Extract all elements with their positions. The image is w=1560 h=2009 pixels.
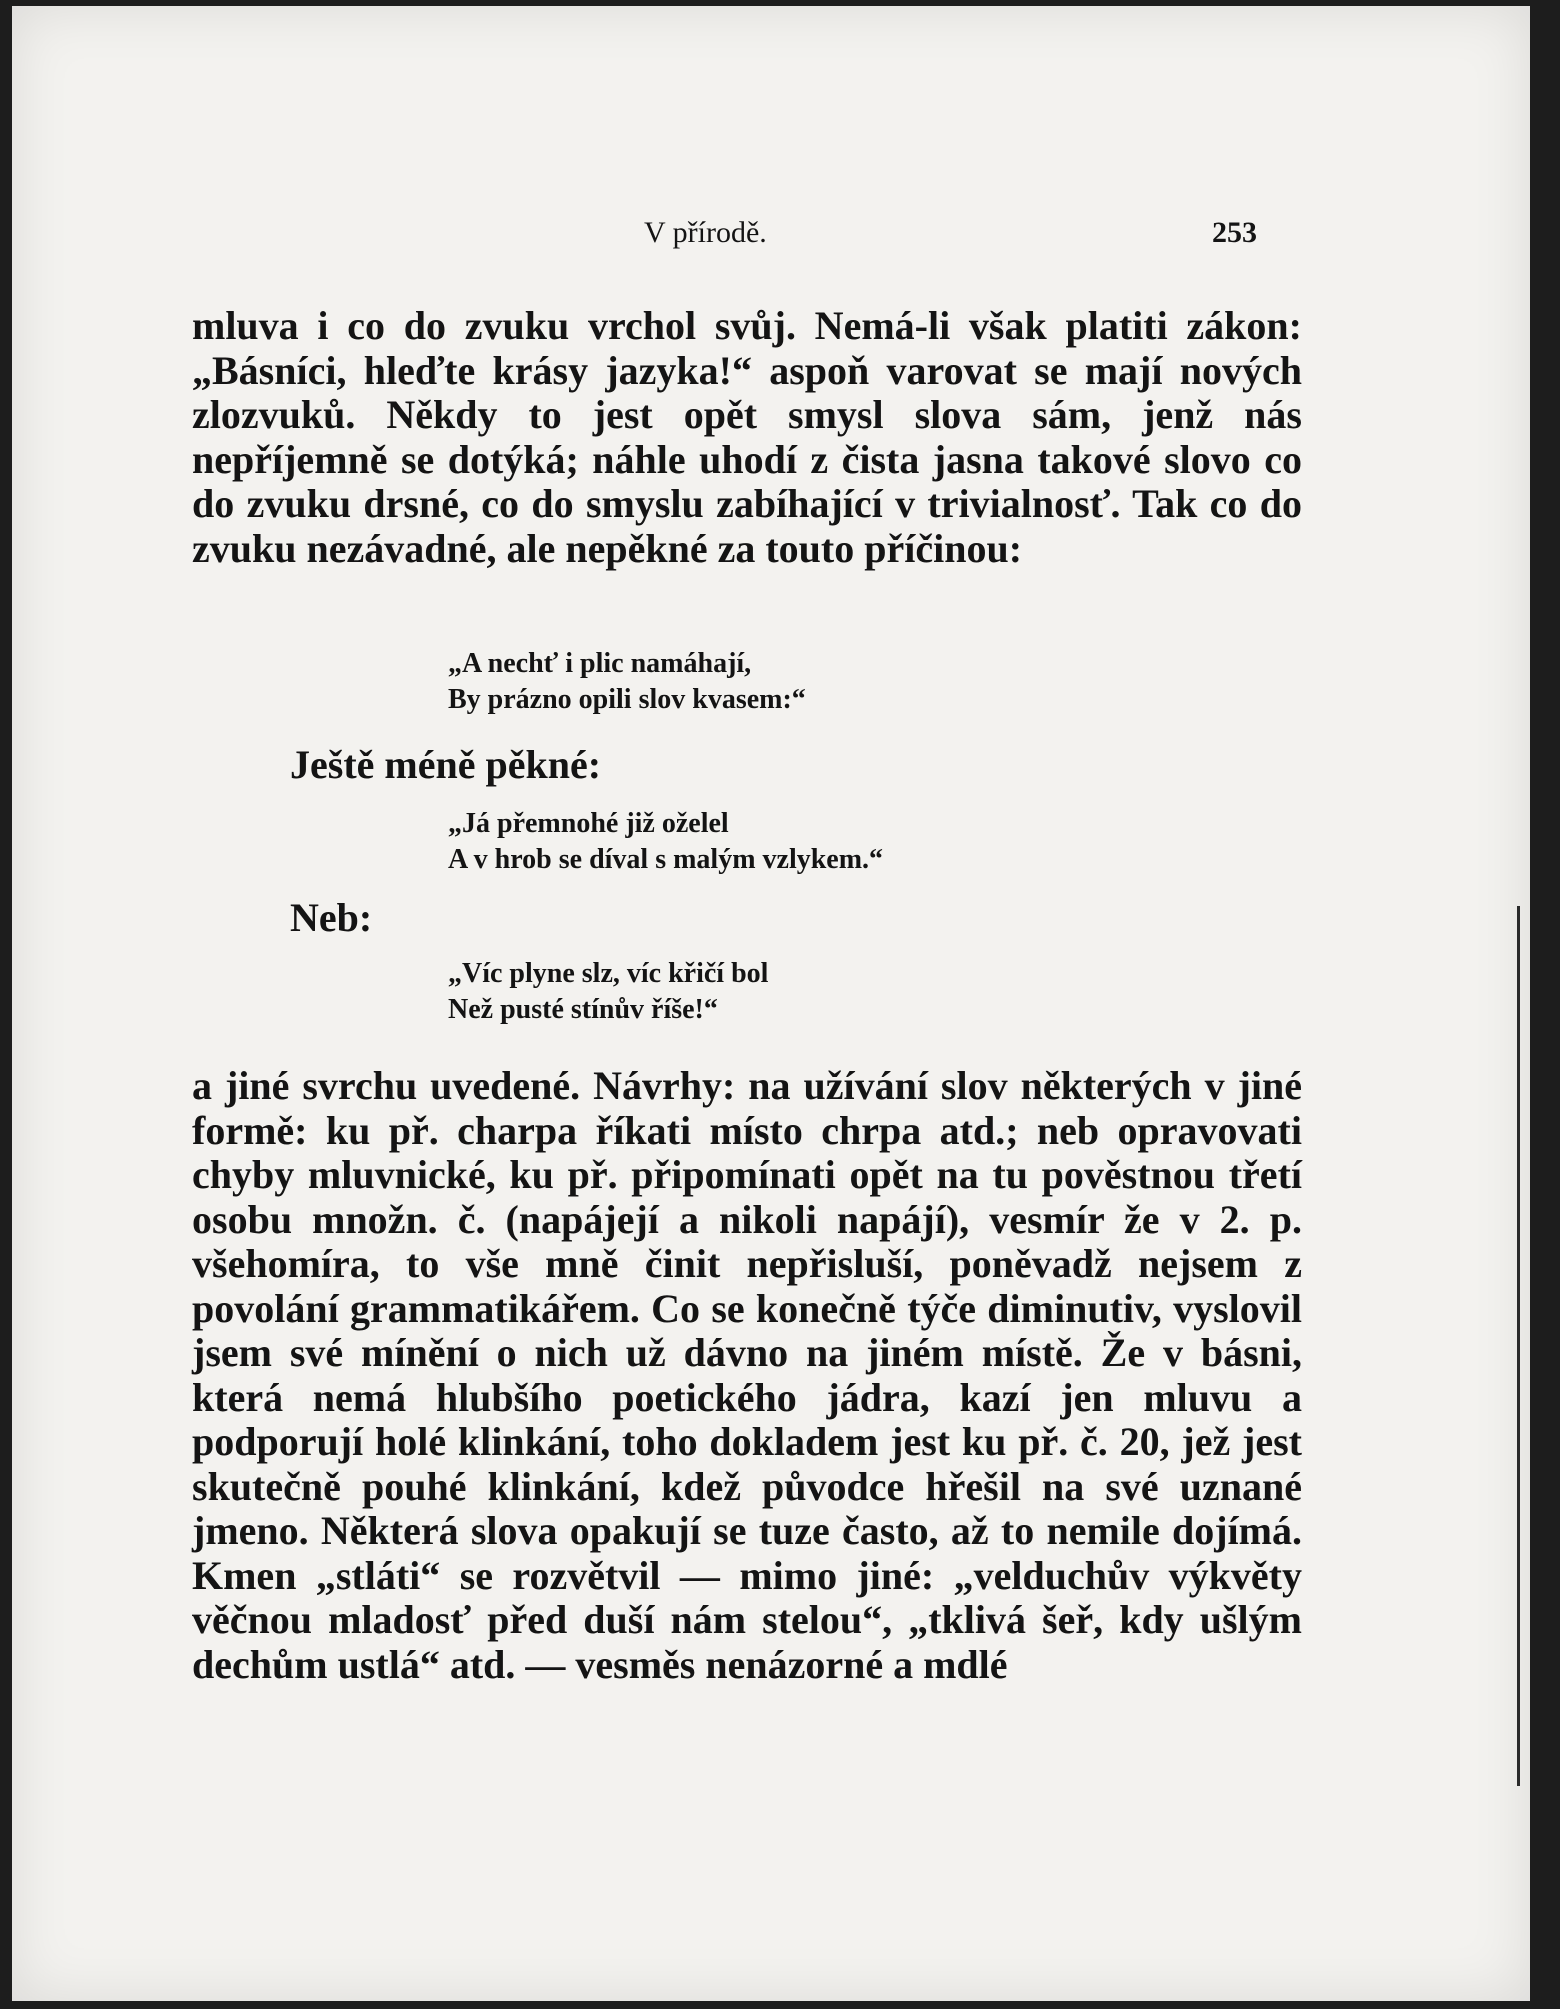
verse-line: By prázno opili slov kvasem:“	[448, 684, 806, 715]
label-jeste-mene-pekne: Ještě méně pěkné:	[290, 742, 602, 787]
running-header	[12, 216, 1530, 260]
book-page	[12, 6, 1530, 2001]
paragraph-1	[192, 304, 1302, 571]
page-number: 253	[1212, 216, 1257, 249]
verse-quote-2	[448, 806, 883, 878]
verse-line: A v hrob se díval s malým vzlykem.“	[448, 844, 884, 875]
header-title: V přírodě.	[644, 216, 767, 249]
verse-quote-1	[448, 646, 806, 718]
verse-quote-3	[448, 956, 768, 1028]
verse-line: „Víc plyne slz, víc křičí bol	[448, 958, 769, 989]
paragraph-2	[192, 1064, 1302, 1687]
label-neb: Neb:	[290, 895, 373, 940]
verse-line: Než pusté stínův říše!“	[448, 994, 718, 1025]
verse-line: „A nechť i plic namáhají,	[448, 648, 752, 679]
page-edge-shadow	[1517, 906, 1520, 1786]
paragraph-1-text: mluva i co do zvuku vrchol svůj. Nemá-li však platiti zákon: „Básníci, hleďte krásy jazyka!“ aspoň varovat se mají nových zlozvuků. Někdy to jest opět smysl slova sám, jenž nás nepříjemně se dotýká; náhle uhodí z čista jasna takové slovo co do zvuku drsné, co do smyslu zabíhající v trivialnosť. Tak co do zvuku nezávadné, ale nepěkné za touto příčinou:	[192, 303, 1302, 571]
verse-line: „Já přemnohé již oželel	[448, 808, 729, 839]
paragraph-2-text: a jiné svrchu uvedené. Návrhy: na užívání slov některých v jiné formě: ku př. charpa říkati místo chrpa atd.; neb opravovati chyby mluvnické, ku př. připomínati opět na tu pověstnou třetí osobu množn. č. (napájejí a nikoli napájí), vesmír že v 2. p. všehomíra, to vše mně činit nepřisluší, poněvadž nejsem z povolání grammatikářem. Co se konečně týče diminutiv, vyslovil jsem své mínění o nich už dávno na jiném místě. Že v básni, která nemá hlubšího poetického jádra, kazí jen mluvu a podporují holé klinkání, toho dokladem jest ku př. č. 20, jež jest skutečně pouhé klinkání, kdež původce hřešil na své uznané jmeno. Některá slova opakují se tuze často, až to nemile dojímá. Kmen „stláti“ se rozvětvil — mimo jiné: „velduchův výkvěty věčnou mladosť před duší nám stelou“, „tklivá šeř, kdy ušlým dechům ustlá“ atd. — vesměs nenázorné a mdlé	[192, 1063, 1302, 1687]
